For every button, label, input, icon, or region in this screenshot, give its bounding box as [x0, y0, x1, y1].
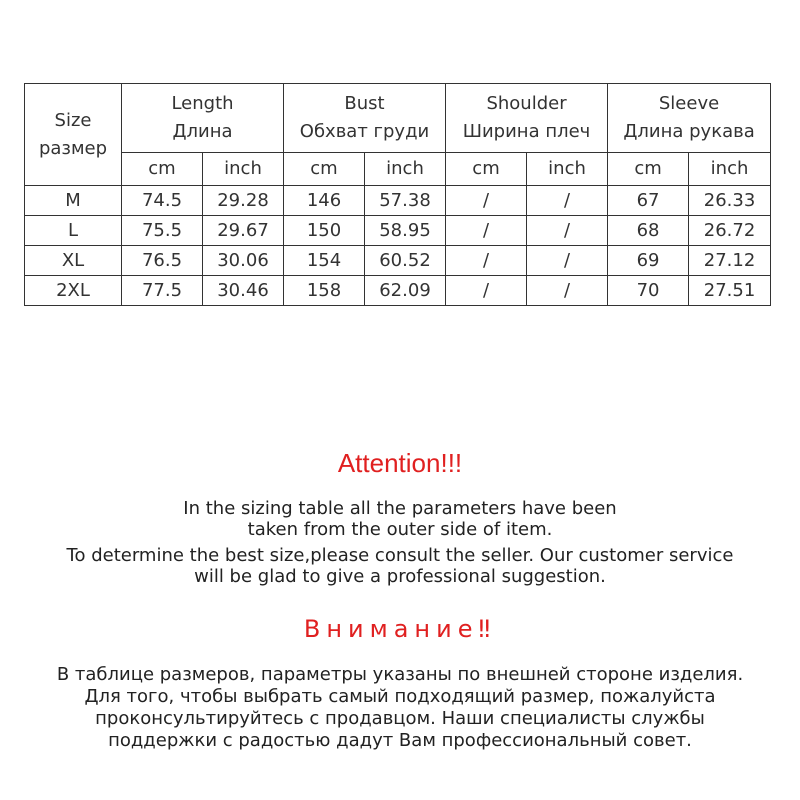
size-cell: XL	[25, 246, 122, 276]
length-header-ru: Длина	[172, 121, 233, 142]
table-row	[25, 216, 771, 246]
sleeve-header-ru: Длина рукава	[623, 121, 755, 142]
table-row	[25, 276, 771, 306]
vnimanie-title: Внимание‼	[303, 615, 497, 643]
size-header-cell	[25, 84, 122, 186]
size-cell: 2XL	[25, 276, 122, 306]
length-header-en: Length	[171, 93, 234, 115]
table-row	[25, 246, 771, 276]
table-cell: 27.51	[689, 276, 771, 306]
unit-cell: inch	[689, 153, 771, 186]
table-cell: 76.5	[122, 246, 203, 276]
table-cell: /	[527, 186, 608, 216]
table-cell: 60.52	[365, 246, 446, 276]
table-cell: 29.67	[203, 216, 284, 246]
notice-line: In the sizing table all the parameters have been	[183, 498, 617, 519]
table-cell: /	[527, 276, 608, 306]
table-cell: 26.33	[689, 186, 771, 216]
table-cell: /	[527, 216, 608, 246]
shoulder-header	[446, 84, 608, 153]
notice-line: поддержки с радостью дадут Вам профессиональный совет.	[108, 730, 692, 751]
sleeve-header	[608, 84, 771, 153]
notice-line: will be glad to give a professional suggestion.	[194, 566, 606, 587]
unit-cell: inch	[365, 153, 446, 186]
notice-ru-paragraph	[0, 664, 800, 752]
table-cell: 70	[608, 276, 689, 306]
bust-header-ru: Обхват груди	[299, 121, 430, 142]
length-header	[122, 84, 284, 153]
notice-line: В таблице размеров, параметры указаны по внешней стороне изделия.	[56, 664, 744, 685]
shoulder-header-en: Shoulder	[486, 93, 567, 115]
table-cell: 62.09	[365, 276, 446, 306]
table-cell: /	[527, 246, 608, 276]
table-cell: 158	[284, 276, 365, 306]
unit-cell: cm	[446, 153, 527, 186]
table-cell: /	[446, 276, 527, 306]
table-cell: 68	[608, 216, 689, 246]
bust-header-en: Bust	[344, 93, 385, 115]
table-cell: 29.28	[203, 186, 284, 216]
table-cell: 67	[608, 186, 689, 216]
table-cell: 150	[284, 216, 365, 246]
size-header-en: Size	[54, 109, 92, 131]
notice-line: taken from the outer side of item.	[247, 519, 553, 540]
bust-header	[284, 84, 446, 153]
notice-en-paragraph-1	[0, 498, 800, 540]
table-cell: 154	[284, 246, 365, 276]
table-cell: 57.38	[365, 186, 446, 216]
size-cell: M	[25, 186, 122, 216]
shoulder-header-ru: Ширина плеч	[462, 121, 591, 142]
table-cell: /	[446, 186, 527, 216]
table-cell: /	[446, 216, 527, 246]
table-cell: 146	[284, 186, 365, 216]
attention-title: Attention!!!	[337, 448, 463, 478]
unit-cell: inch	[203, 153, 284, 186]
header-row	[25, 84, 771, 153]
notice-en-paragraph-2	[0, 545, 800, 587]
table-cell: 77.5	[122, 276, 203, 306]
table-cell: /	[446, 246, 527, 276]
size-chart-table	[24, 83, 771, 306]
table-cell: 75.5	[122, 216, 203, 246]
units-row	[25, 153, 771, 186]
unit-cell: cm	[284, 153, 365, 186]
unit-cell: cm	[122, 153, 203, 186]
notice-line: To determine the best size,please consult the seller. Our customer service	[66, 545, 734, 566]
table-cell: 58.95	[365, 216, 446, 246]
table-cell: 26.72	[689, 216, 771, 246]
size-header-ru: размер	[38, 137, 108, 159]
unit-cell: inch	[527, 153, 608, 186]
table-cell: 74.5	[122, 186, 203, 216]
notice-line: Для того, чтобы выбрать самый подходящий размер, пожалуйста	[84, 686, 716, 707]
table-cell: 30.46	[203, 276, 284, 306]
table-cell: 27.12	[689, 246, 771, 276]
table-cell: 30.06	[203, 246, 284, 276]
size-cell: L	[25, 216, 122, 246]
sleeve-header-en: Sleeve	[658, 93, 720, 115]
notice-line: проконсультируйтесь с продавцом. Наши специалисты службы	[95, 708, 705, 729]
table-cell: 69	[608, 246, 689, 276]
unit-cell: cm	[608, 153, 689, 186]
table-row	[25, 186, 771, 216]
